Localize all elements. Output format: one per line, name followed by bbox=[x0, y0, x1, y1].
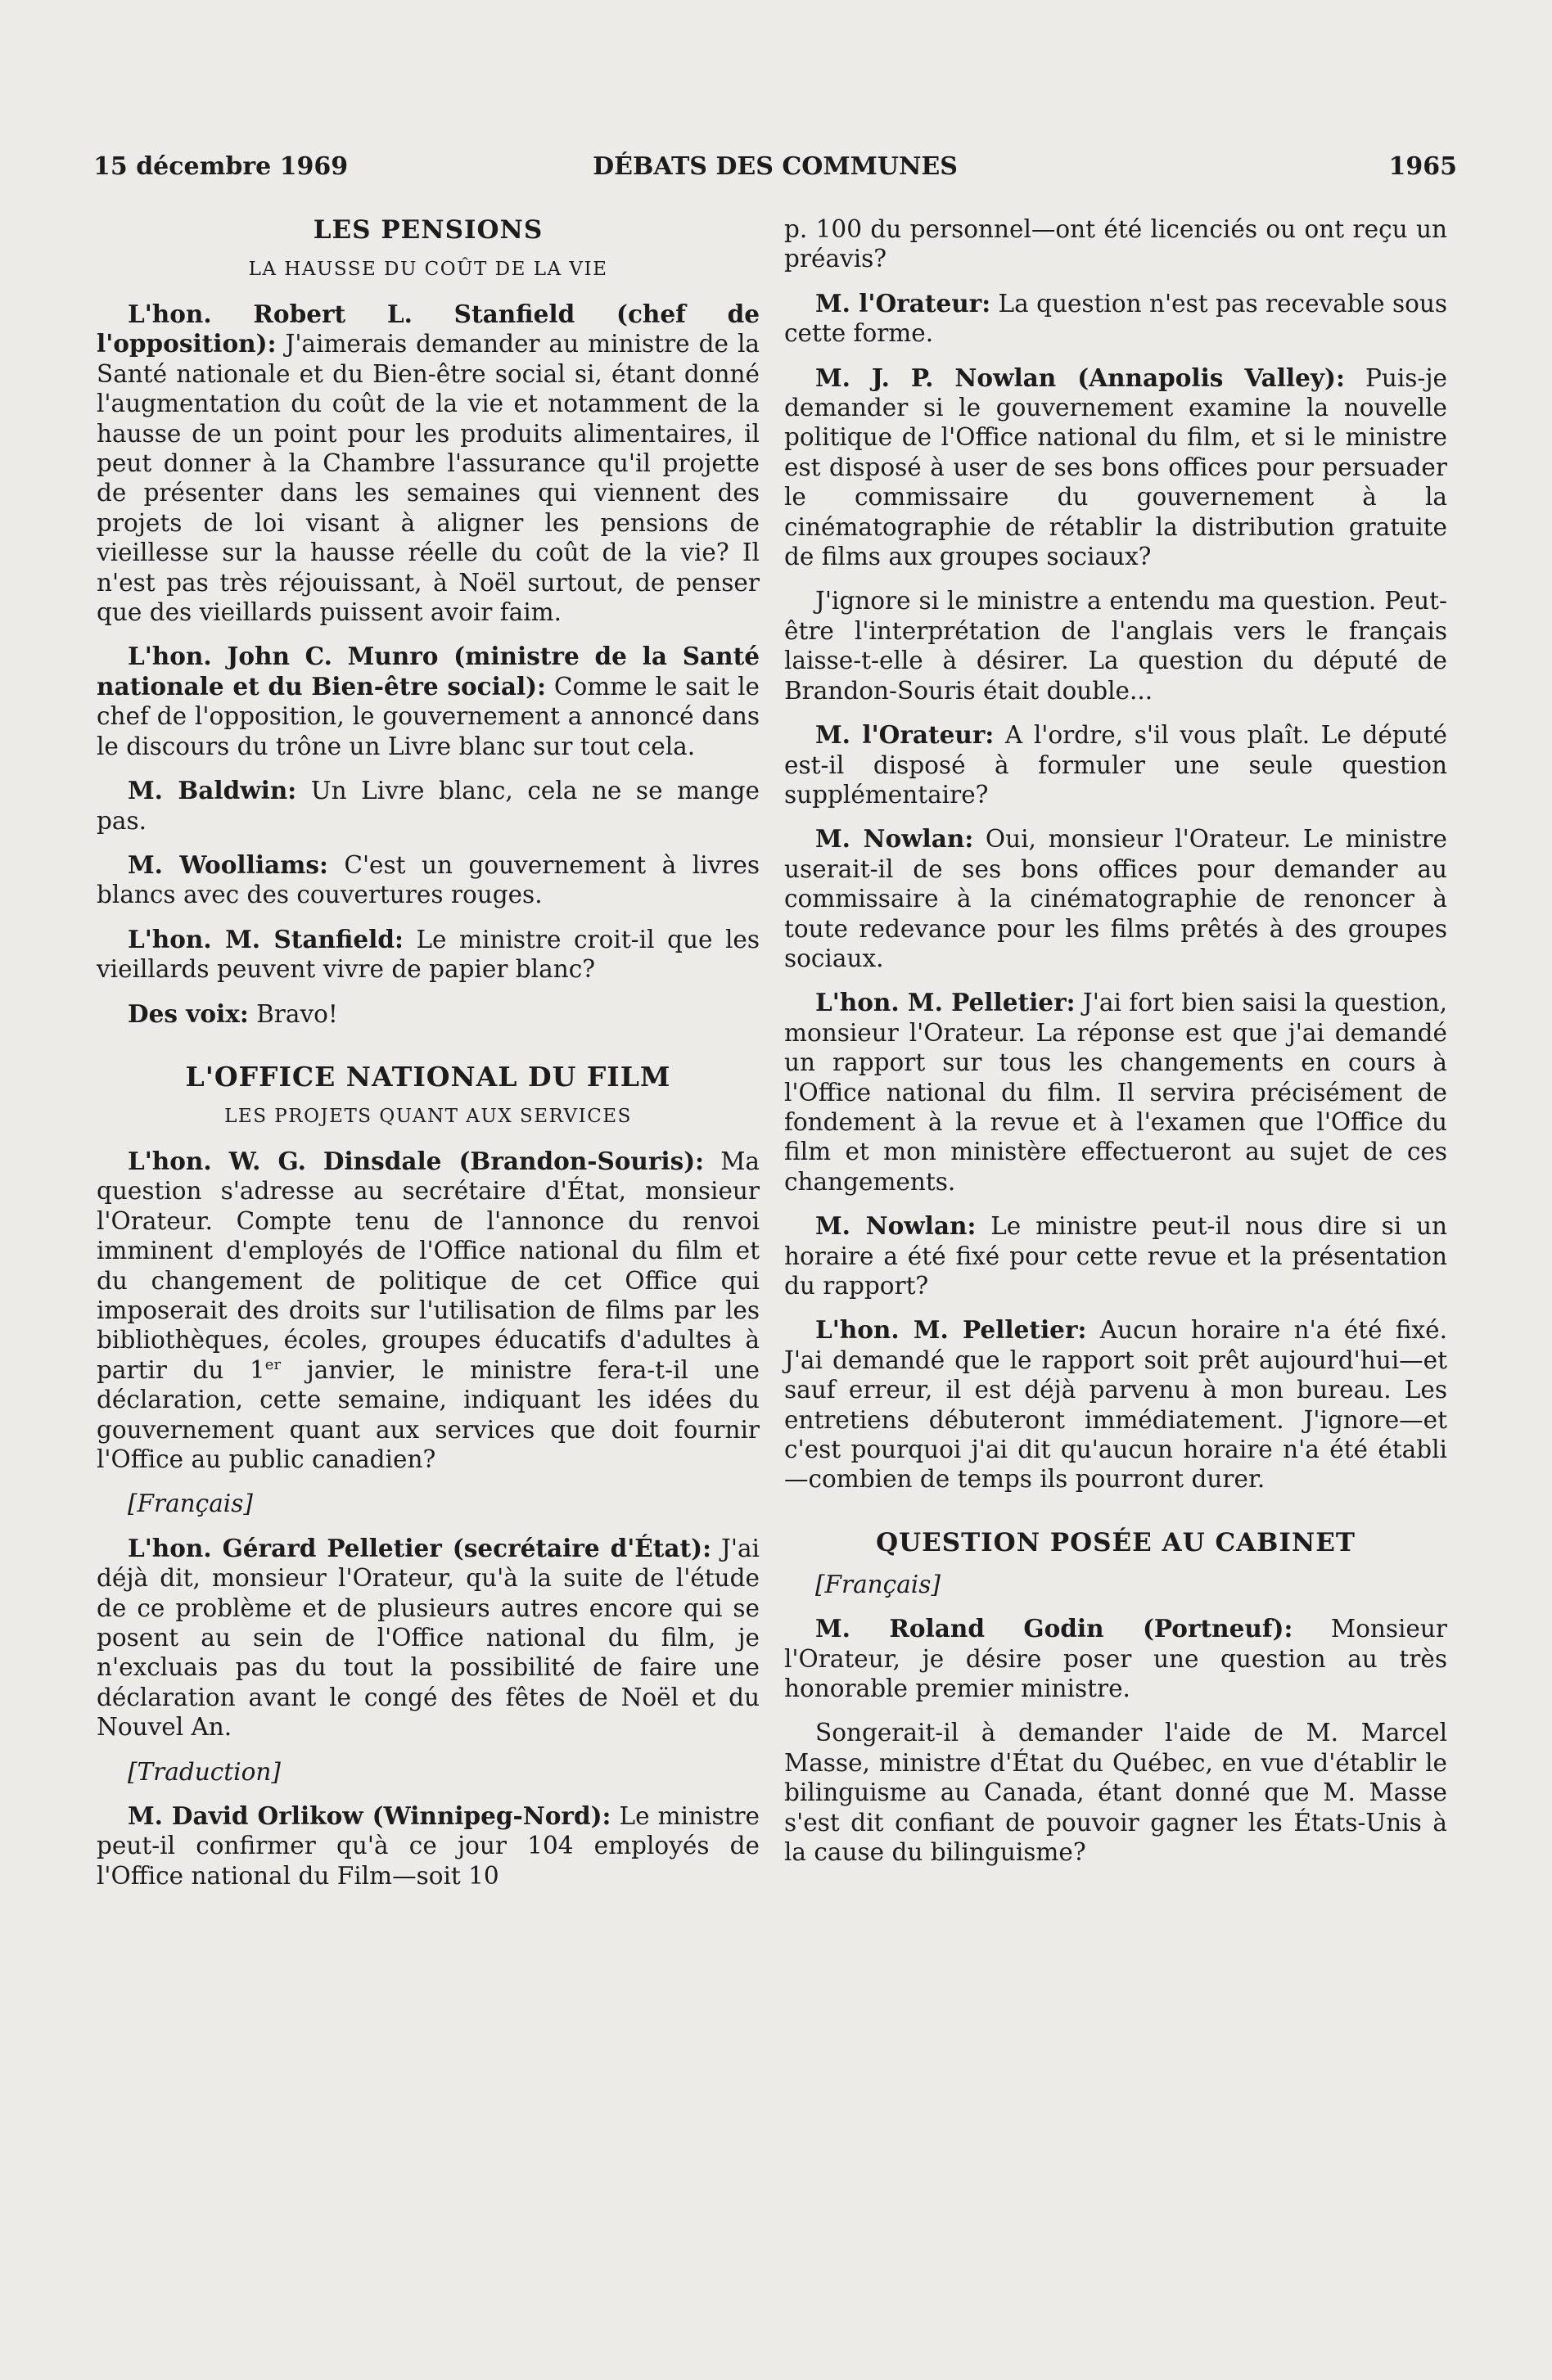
section-subtitle-cost-of-living: LA HAUSSE DU COÛT DE LA VIE bbox=[248, 259, 608, 280]
paragraph bbox=[784, 988, 1447, 1197]
paragraph bbox=[97, 300, 760, 627]
speaker-name: L'hon. M. Pelletier: bbox=[815, 1315, 1087, 1345]
paragraph-continuation: p. 100 du personnel—ont été licenciés ou ont reçu un préavis? bbox=[784, 215, 1447, 273]
speaker-name: Des voix: bbox=[128, 998, 249, 1028]
paragraph bbox=[97, 1534, 760, 1742]
speech-text: J'aimerais demander au ministre de la Santé nationale et du Bien-être social si, étant donné l'augmentation du coût de la vie et notamment de la hausse de un point pour les produits alimentaires, il peut donner à la Chambre l'assurance qu'il projette de présenter dans les semaines qui viennent des projets de loi visant à aligner les pensions de vieillesse sur la hausse réelle du coût de la vie? Il n'est pas très réjouissant, à Noël surtout, de penser que des vieillards puissent avoir faim. bbox=[97, 330, 760, 627]
superscript: er bbox=[264, 1355, 282, 1373]
speaker-name: L'hon. M. Stanfield: bbox=[128, 924, 404, 953]
paragraph bbox=[784, 1315, 1447, 1494]
section-subtitle-services: LES PROJETS QUANT AUX SERVICES bbox=[224, 1105, 632, 1127]
speech-text: Le ministre peut-il nous dire si un horaire a été fixé pour cette revue et la présentation du rapport? bbox=[784, 1212, 1448, 1300]
language-marker: [Français] bbox=[815, 1570, 941, 1598]
paragraph: Songerait-il à demander l'aide de M. Marcel Masse, ministre d'État du Québec, en vue d'établir le bilinguisme au Canada, étant donné que M. Masse s'est dit confiant de pouvoir gagner les États-Unis à la cause du bilinguisme? bbox=[784, 1719, 1447, 1867]
language-marker: [Traduction] bbox=[128, 1757, 281, 1786]
speaker-name: M. J. P. Nowlan (Annapolis Valley): bbox=[815, 363, 1345, 392]
speaker-name: M. Nowlan: bbox=[815, 1211, 977, 1241]
speech-text: J'ai fort bien saisi la question, monsieur l'Orateur. La réponse est que j'ai demandé un rapport sur tous les changements en cours à l'Office national du film. Il servira précisément de fondement à la revue et à l'examen que l'Office du film et mon ministère effectueront au sujet de ces changements. bbox=[784, 989, 1447, 1196]
speech-text: A l'ordre, s'il vous plaît. Le député est-il disposé à formuler une seule question supplémentaire? bbox=[784, 721, 1448, 809]
paragraph bbox=[97, 1147, 760, 1474]
speech-text: Monsieur l'Orateur, je désire poser une question au très honorable premier ministre. bbox=[784, 1615, 1447, 1703]
speech-text: Un Livre blanc, cela ne se mange pas. bbox=[97, 777, 760, 835]
speaker-name: M. Roland Godin (Portneuf): bbox=[815, 1614, 1293, 1643]
speaker-name: L'hon. M. Pelletier: bbox=[815, 988, 1076, 1017]
header-page-number: 1965 bbox=[1388, 152, 1457, 181]
paragraph bbox=[97, 999, 760, 1029]
speech-text: Comme le sait le chef de l'opposition, le gouvernement a annoncé dans le discours du trône un Livre blanc sur tout cela. bbox=[97, 672, 760, 760]
left-column bbox=[97, 214, 760, 1905]
section-title-film-board: L'OFFICE NATIONAL DU FILM bbox=[185, 1060, 671, 1093]
header-date: 15 décembre 1969 bbox=[93, 152, 349, 181]
speech-text: C'est un gouvernement à livres blancs avec des couvertures rouges. bbox=[97, 850, 760, 909]
section-title-pensions: LES PENSIONS bbox=[313, 215, 544, 245]
paragraph bbox=[784, 1211, 1447, 1300]
speaker-name: L'hon. John C. Munro (ministre de la Santé nationale et du Bien-être social): bbox=[97, 642, 760, 701]
right-column bbox=[784, 214, 1447, 1882]
page-header bbox=[93, 152, 1457, 193]
speech-text: Bravo! bbox=[248, 999, 338, 1028]
paragraph bbox=[97, 1801, 760, 1891]
speaker-name: M. Nowlan: bbox=[815, 824, 974, 854]
speaker-name: M. l'Orateur: bbox=[815, 288, 991, 318]
paragraph bbox=[97, 850, 760, 910]
section-title-cabinet-question: QUESTION POSÉE AU CABINET bbox=[876, 1527, 1356, 1557]
speech-text: Le ministre peut-il confirmer qu'à ce jour 104 employés de l'Office national du Film—soit 10 bbox=[97, 1802, 760, 1890]
speaker-name: L'hon. Robert L. Stanfield (chef de l'opposition): bbox=[97, 300, 760, 358]
language-marker: [Français] bbox=[128, 1490, 253, 1518]
speech-text: Ma question s'adresse au secrétaire d'État, monsieur l'Orateur. Compte tenu de l'annonce du renvoi imminent d'employés de l'Office national du film et du changement de politique de cet Office qui imposerait des droits sur l'utilisation de films par les bibliothèques, écoles, groupes éducatifs d'adultes à partir du 1 bbox=[97, 1147, 760, 1384]
speech-text: janvier, le ministre fera-t-il une déclaration, cette semaine, indiquant les idées du gouvernement quant aux services que doit fournir l'Office au public canadien? bbox=[97, 1355, 760, 1473]
paragraph bbox=[784, 289, 1447, 349]
header-title: DÉBATS DES COMMUNES bbox=[593, 152, 958, 181]
paragraph bbox=[784, 1614, 1447, 1703]
speaker-name: L'hon. W. G. Dinsdale (Brandon-Souris): bbox=[128, 1146, 705, 1175]
speech-text: Oui, monsieur l'Orateur. Le ministre userait-il de ses bons offices pour demander au commissaire à la cinématographie de renoncer à toute redevance pour les films prêtés à des groupes sociaux. bbox=[784, 825, 1447, 972]
paragraph bbox=[784, 824, 1447, 973]
speech-text: Aucun horaire n'a été fixé. J'ai demandé que le rapport soit prêt aujourd'hui—et sauf erreur, il est déjà parvenu à mon bureau. Les entretiens débuteront immédiatement. J'ignore—et c'est pourquoi j'ai dit qu'aucun horaire n'a été établi—combien de temps ils pourront durer. bbox=[784, 1316, 1447, 1494]
paragraph bbox=[97, 776, 760, 836]
speech-text: Le ministre croit-il que les vieillards peuvent vivre de papier blanc? bbox=[97, 925, 760, 984]
paragraph bbox=[784, 720, 1447, 809]
speaker-name: M. David Orlikow (Winnipeg-Nord): bbox=[128, 1801, 611, 1831]
speech-text: J'ai déjà dit, monsieur l'Orateur, qu'à la suite de l'étude de ce problème et de plusieurs autres encore qui se posent au sein de l'Office national du film, je n'excluais pas du tout la possibilité de faire une déclaration avant le congé des fêtes de Noël et du Nouvel An. bbox=[97, 1534, 760, 1742]
paragraph bbox=[97, 925, 760, 985]
paragraph bbox=[784, 363, 1447, 572]
paragraph bbox=[97, 642, 760, 761]
speaker-name: M. Baldwin: bbox=[128, 776, 297, 805]
speech-text: Puis-je demander si le gouvernement examine la nouvelle politique de l'Office national du film, et si le ministre est disposé à user de ses bons offices pour persuader le commissaire du gouvernement à la cinématographie de rétablir la distribution gratuite de films aux groupes sociaux? bbox=[784, 363, 1447, 571]
speaker-name: M. Woolliams: bbox=[128, 850, 328, 879]
paragraph: J'ignore si le ministre a entendu ma question. Peut-être l'interprétation de l'anglais vers le français laisse-t-elle à désirer. La question du député de Brandon-Souris était double... bbox=[784, 587, 1447, 705]
speaker-name: M. l'Orateur: bbox=[815, 720, 995, 750]
speech-text: La question n'est pas recevable sous cette forme. bbox=[784, 289, 1448, 348]
speaker-name: L'hon. Gérard Pelletier (secrétaire d'État): bbox=[128, 1533, 711, 1562]
